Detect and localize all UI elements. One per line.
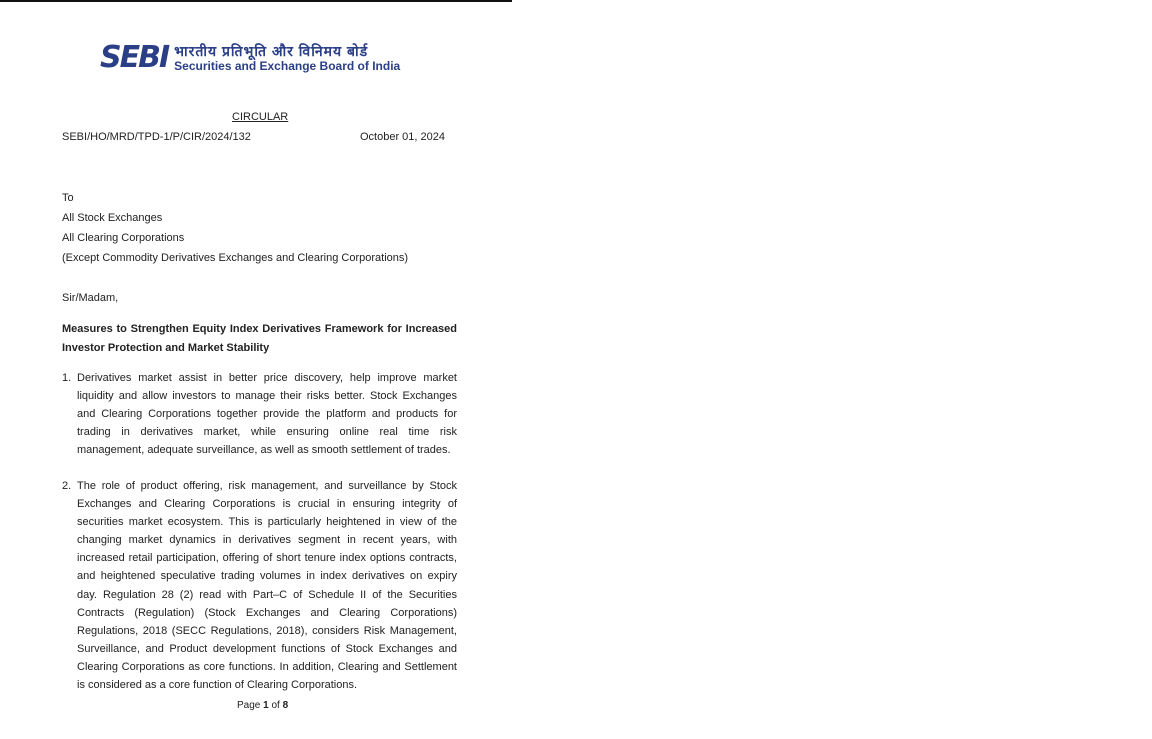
circular-ref: SEBI/HO/MRD/TPD-1/P/CIR/2024/132 <box>62 131 251 143</box>
paragraph-text: The role of product offering, risk management, and surveillance by Stock Exchanges and Clearing Corporations is crucial in ensuring integrity of securities market ecosystem. This is particularly heightened in view of the changing market dynamics in derivatives segment in recent years, with increased retail participation, offering of short tenure index options contracts, and heightened speculative trading volumes in index derivatives on expiry day. Regulation 28 (2) read with Part–C of Schedule II of the Securities Contracts (Regulation) (Stock Exchanges and Clearing Corporations) Regulations, 2018 (SECC Regulations, 2018), considers Risk Management, Surveillance, and Product development functions of Stock Exchanges and Clearing Corporations as core functions. In addition, Clearing and Settlement is considered as a core function of Clearing Corporations. <box>77 480 457 692</box>
paragraph <box>62 477 457 694</box>
sebi-logo <box>100 40 401 75</box>
footer-prefix: Page <box>237 700 264 711</box>
paragraph-number: 2. <box>62 480 72 492</box>
addressees <box>62 188 408 268</box>
footer-total: 8 <box>282 700 289 711</box>
salutation: Sir/Madam, <box>62 292 119 304</box>
addressee: (Except Commodity Derivatives Exchanges and Clearing Corporations) <box>62 252 409 264</box>
subject: Measures to Strengthen Equity Index Derivatives Framework for Increased Investor Protection and Market Stability <box>62 323 457 354</box>
circular-date: October 01, 2024 <box>360 131 446 143</box>
addressee: To <box>62 192 74 204</box>
top-border <box>0 0 512 2</box>
page-footer <box>237 700 288 711</box>
paragraph-text: Derivatives market assist in better price discovery, help improve market liquidity and allow investors to manage their risks better. Stock Exchanges and Clearing Corporations together provide the platform and products for trading in derivatives market, while ensuring online real time risk management, adequate surveillance, as well as smooth settlement of trades. <box>77 372 457 457</box>
footer-mid: of <box>268 700 283 711</box>
logo-hindi: भारतीय प्रतिभूति और विनिमय बोर्ड <box>174 43 369 59</box>
paragraph <box>62 369 457 459</box>
paragraph-number: 1. <box>62 372 72 384</box>
sebi-logo-mark: SEBI <box>100 40 169 75</box>
footer-page: 1 <box>263 700 269 711</box>
addressee: All Stock Exchanges <box>62 212 163 224</box>
addressee: All Clearing Corporations <box>62 232 185 244</box>
circular-heading: CIRCULAR <box>232 111 289 123</box>
logo-english: Securities and Exchange Board of India <box>174 59 401 73</box>
